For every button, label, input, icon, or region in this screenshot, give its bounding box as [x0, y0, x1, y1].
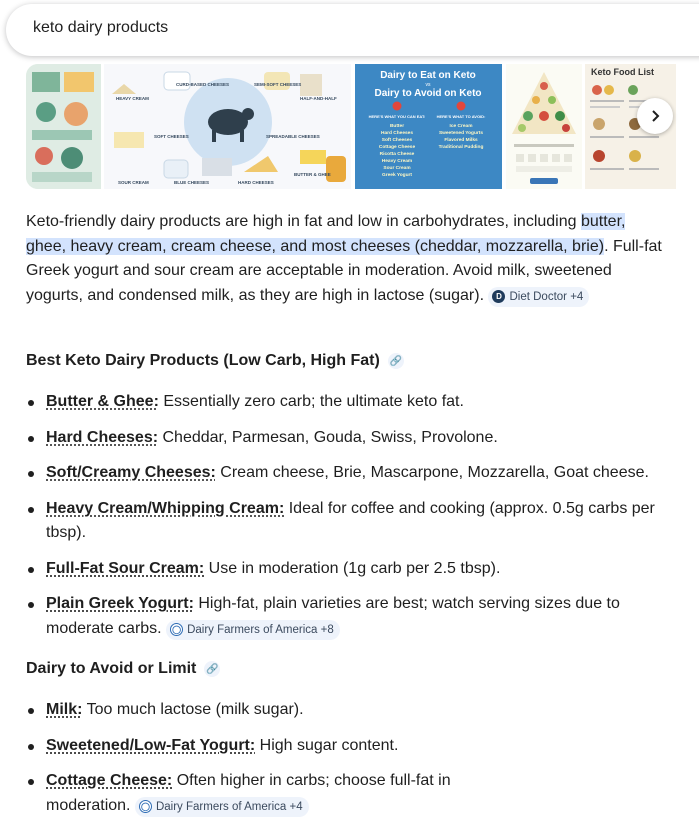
section-heading-text: Dairy to Avoid or Limit	[26, 660, 197, 677]
list-item-text: High sugar content.	[255, 736, 399, 754]
source-chip[interactable]	[488, 287, 589, 307]
thumb2-label: SOUR CREAM	[118, 180, 149, 185]
list-item-text: Use in moderation (1g carb per 2.5 tbsp).	[204, 559, 501, 577]
carousel-next-button[interactable]	[637, 98, 673, 134]
list-item-text: Too much lactose (milk sugar).	[82, 701, 304, 718]
list-item-term[interactable]: Full-Fat Sour Cream:	[46, 559, 205, 577]
intro-paragraph	[26, 210, 666, 308]
list-item	[26, 497, 666, 546]
list-item-text: Often higher in carbs; choose full-fat in moderation.	[46, 772, 451, 814]
link-icon[interactable]: 🔗	[204, 661, 220, 677]
intro-highlight: butter, ghee, heavy cream, cream cheese, and most cheeses (cheddar, mozzarella, brie)	[26, 213, 626, 255]
link-icon[interactable]: 🔗	[388, 353, 404, 369]
thumb2-label: SOFT CHEESES	[154, 134, 189, 139]
source-chip-label: Diet Doctor +4	[509, 290, 584, 303]
list-item-term[interactable]: Hard Cheeses:	[46, 428, 159, 446]
source-chip-label: Dairy Farmers of America +4	[155, 800, 303, 813]
image-carousel	[26, 64, 676, 189]
thumb2-label: BUTTER & GHEE	[294, 172, 331, 177]
thumb3-left-item: Soft Cheeses	[381, 138, 413, 143]
list-item-term[interactable]: Plain Greek Yogurt:	[46, 595, 194, 612]
list-item	[26, 734, 666, 759]
thumb3-right-head: HERE'S WHAT TO AVOID:	[436, 114, 486, 119]
thumb3-right-item: Ice Cream	[449, 124, 473, 129]
list-item-text: High-fat, plain varieties are best; watch serving sizes due to moderate carbs.	[46, 595, 620, 637]
thumb3-left-item: Sour Cream	[383, 166, 411, 171]
section-heading-avoid	[26, 660, 220, 678]
best-dairy-list	[26, 390, 666, 641]
list-item	[26, 698, 666, 723]
ai-overview-intro	[26, 210, 666, 308]
list-item-term[interactable]: Milk:	[46, 701, 83, 718]
thumb3-vs: vs	[425, 82, 431, 88]
search-box[interactable]	[6, 4, 699, 56]
search-header	[0, 0, 699, 62]
list-item-term[interactable]: Heavy Cream/Whipping Cream:	[46, 499, 285, 517]
list-item	[26, 592, 666, 641]
section-heading-best	[26, 352, 404, 370]
list-item-text: Ideal for coffee and cooking (approx. 0.5g carbs per tbsp).	[46, 499, 655, 541]
intro-text-after: . Full-fat Greek yogurt and sour cream are acceptable in moderation. Avoid milk, sweetened yogurts, and condensed milk, as they are high in lactose (sugar).	[26, 237, 662, 304]
image-thumb-food-pyramid[interactable]	[506, 64, 582, 189]
dfa-logo-icon: ◯	[170, 623, 183, 636]
thumb3-right-item: Flavored Milks	[444, 138, 478, 143]
diet-doctor-logo-icon: D	[492, 290, 505, 303]
search-input[interactable]	[33, 19, 633, 37]
thumb3-left-item: Cottage Cheese	[378, 145, 416, 150]
thumb3-right-item: Traditional Pudding	[438, 145, 484, 150]
image-thumb-dairy-eat-avoid[interactable]	[355, 64, 502, 189]
thumb2-label: BLUE CHEESES	[174, 180, 210, 185]
intro-text-before: Keto-friendly dairy products are high in fat and low in carbohydrates, including	[26, 213, 581, 230]
thumb3-left-item: Heavy Cream	[381, 159, 413, 164]
list-item	[26, 426, 666, 451]
thumb3-left-item: Butter	[389, 124, 405, 129]
list-item-term[interactable]: Cottage Cheese:	[46, 772, 173, 789]
list-item-term[interactable]: Soft/Creamy Cheeses:	[46, 464, 216, 481]
thumb2-label: HARD CHEESES	[238, 180, 274, 185]
thumb3-left-item: Greek Yogurt	[382, 173, 412, 178]
avoid-dairy-list	[26, 698, 666, 818]
thumb3-right-item: Sweetened Yogurts	[438, 131, 484, 136]
thumb2-label: HEAVY CREAM	[116, 96, 149, 101]
list-item	[26, 390, 666, 415]
list-item	[26, 557, 666, 582]
image-thumb-dairy-infographic[interactable]	[104, 64, 351, 189]
chevron-right-icon	[648, 109, 662, 123]
source-chip[interactable]	[135, 797, 309, 817]
thumb3-left-item: Hard Cheeses	[381, 131, 413, 136]
source-chip-label: Dairy Farmers of America +8	[187, 623, 334, 636]
dfa-logo-icon: ◯	[139, 800, 152, 813]
list-item-text: Cheddar, Parmesan, Gouda, Swiss, Provolone.	[158, 428, 498, 446]
thumb3-left-item: Ricotta Cheese	[379, 152, 415, 157]
thumb2-label: SEMI-SOFT CHEESES	[254, 82, 302, 87]
thumb2-label: SPREADABLE CHEESES	[266, 134, 320, 139]
thumb2-label: CURD-BASED CHEESES	[176, 82, 230, 87]
list-item-text: Essentially zero carb; the ultimate keto fat.	[158, 393, 464, 410]
image-thumb-cheese-chart[interactable]	[26, 64, 101, 189]
list-item-term[interactable]: Sweetened/Low-Fat Yogurt:	[46, 736, 256, 754]
section-heading-text: Best Keto Dairy Products (Low Carb, High Fat)	[26, 352, 380, 369]
thumb5-title: Keto Food List	[591, 67, 654, 77]
source-chip[interactable]	[166, 620, 340, 640]
thumb3-left-head: HERE'S WHAT YOU CAN EAT:	[368, 114, 426, 119]
thumb3-title-2: Dairy to Avoid on Keto	[374, 88, 482, 99]
thumb3-title-1: Dairy to Eat on Keto	[380, 70, 476, 81]
list-item-term[interactable]: Butter & Ghee:	[46, 393, 159, 410]
list-item-text: Cream cheese, Brie, Mascarpone, Mozzarella, Goat cheese.	[215, 464, 649, 481]
list-item	[26, 769, 666, 818]
list-item	[26, 461, 666, 486]
thumb2-label: HALF-AND-HALF	[300, 96, 337, 101]
